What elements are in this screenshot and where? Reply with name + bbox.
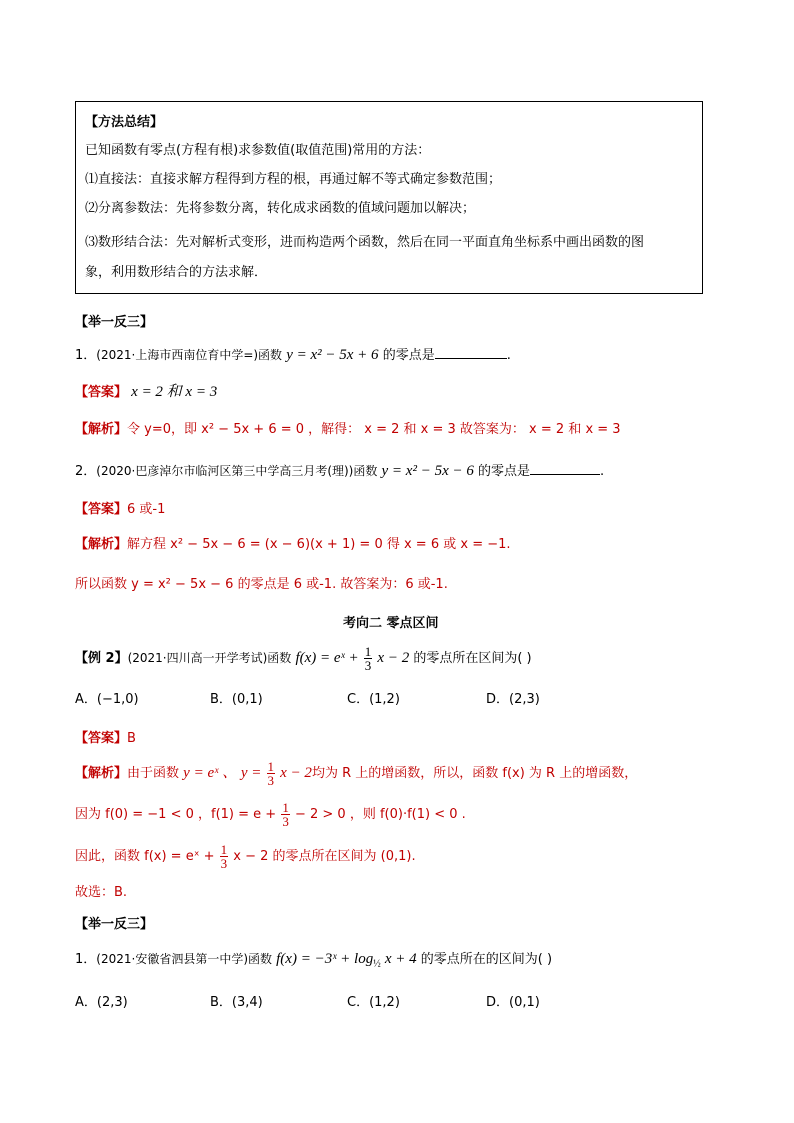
option-b: B．(0,1) — [210, 692, 263, 707]
question-expression-tail: x + 4 — [384, 951, 417, 967]
explanation-label: 【解析】 — [75, 766, 128, 781]
question-tail: 的零点是 — [382, 348, 435, 363]
text-segment: 因为 f(0) = −1 < 0 ，f(1) = e + — [75, 807, 277, 822]
explanation-label: 【解析】 — [75, 422, 128, 437]
answer-2 — [75, 498, 165, 517]
summary-line-3: ⑵分离参数法：先将参数分离，转化成求函数的值域问题加以解决； — [85, 201, 476, 216]
answer-label: 【答案】 — [75, 731, 128, 746]
question-3 — [75, 948, 552, 970]
math-segment: y = eˣ 、 y = — [183, 765, 262, 781]
explanation-1 — [75, 418, 621, 437]
math-segment: x − 2 — [280, 765, 312, 781]
example-source: (2021·四川高一开学考试)函数 — [127, 651, 292, 665]
text-segment: 均为 R 上的增函数，所以，函数 f(x) 为 R 上的增函数， — [311, 766, 638, 781]
example-label: 【例 2】 — [75, 651, 128, 666]
explanation-line-1 — [75, 760, 637, 787]
summary-line-1: 已知函数有零点(方程有根)求参数值(取值范围)常用的方法： — [85, 143, 431, 158]
answer-blank — [530, 460, 600, 475]
question-number: 1． — [75, 348, 97, 363]
answer-text: x = 2 和 x = 3 — [131, 384, 218, 400]
summary-title: 【方法总结】 — [85, 115, 164, 130]
answer-blank — [435, 344, 507, 359]
answer-text: B — [127, 731, 136, 746]
explanation-text: 解方程 x² − 5x − 6 = (x − 6)(x + 1) = 0 得 x = 6 或 x = −1. — [127, 537, 511, 552]
question-expression: y = x² − 5x + 6 — [286, 347, 379, 363]
log-base: ½ — [373, 958, 381, 970]
option-c: C．(1,2) — [347, 692, 400, 707]
summary-line-5: 象，利用数形结合的方法求解． — [85, 265, 268, 280]
answer-text: 6 或-1 — [127, 502, 166, 517]
question-source: (2021·安徽省泗县第一中学)函数 — [96, 952, 272, 966]
question-source: (2020·巴彦淖尔市临河区第三中学高三月考(理))函数 — [96, 464, 378, 478]
fraction-one-third: $\frac{1}{3}$ — [282, 800, 289, 829]
example-expr-post: x − 2 — [377, 650, 410, 666]
practice-heading-2: 【举一反三】 — [75, 917, 154, 932]
question-tail: 的零点所在的区间为( ) — [420, 952, 553, 967]
fraction-one-third: $\frac{1}{3}$ — [267, 759, 275, 788]
question-number: 1． — [75, 952, 97, 967]
answer-label: 【答案】 — [75, 502, 128, 517]
question-1 — [75, 344, 511, 364]
text-segment: 因此，函数 f(x) = eˣ + — [75, 849, 215, 864]
explanation-label: 【解析】 — [75, 537, 128, 552]
explanation-line-2 — [75, 801, 466, 828]
explanation-2 — [75, 533, 511, 552]
option-a: A．(2,3) — [75, 995, 128, 1010]
example-2 — [75, 645, 532, 672]
explanation-line-4: 故选：B. — [75, 885, 128, 900]
question-number: 2． — [75, 464, 97, 479]
summary-line-4: ⑶数形结合法：先对解析式变形，进而构造两个函数，然后在同一平面直角坐标系中画出函数的图 — [85, 235, 645, 250]
text-segment: x − 2 的零点所在区间为 (0,1). — [233, 849, 416, 864]
fraction-one-third: $\frac{1}{3}$ — [364, 644, 372, 673]
summary-line-2: ⑴直接法：直接求解方程得到方程的根，再通过解不等式确定参数范围； — [85, 172, 502, 187]
question-end: . — [506, 348, 511, 363]
option-a: A．(−1,0) — [75, 692, 139, 707]
question-tail: 的零点是 — [478, 464, 531, 479]
answer-1 — [75, 380, 217, 401]
question-expression: f(x) = −3ˣ + log — [276, 951, 374, 967]
example-expr-pre: f(x) = eˣ + — [295, 650, 359, 666]
practice-heading-1: 【举一反三】 — [75, 315, 154, 330]
option-d: D．(0,1) — [486, 995, 540, 1010]
section-title: 考向二 零点区间 — [343, 616, 439, 631]
question-2 — [75, 460, 604, 480]
answer-example-2 — [75, 727, 136, 746]
text-segment: − 2 > 0 ，则 f(0)·f(1) < 0 . — [294, 807, 466, 822]
answer-label: 【答案】 — [75, 385, 128, 400]
example-tail: 的零点所在区间为( ) — [413, 651, 532, 666]
option-c: C．(1,2) — [347, 995, 400, 1010]
question-end: . — [600, 464, 605, 479]
question-expression: y = x² − 5x − 6 — [381, 463, 474, 479]
option-d: D．(2,3) — [486, 692, 540, 707]
fraction-one-third: $\frac{1}{3}$ — [220, 842, 228, 871]
explanation-line-3 — [75, 843, 416, 870]
question-source: (2021·上海市西南位育中学=)函数 — [96, 348, 283, 362]
explanation-text: 令 y=0，即 x² − 5x + 6 = 0 ，解得： x = 2 和 x = 3 故答案为： x = 2 和 x = 3 — [127, 422, 621, 437]
explanation-2-conclusion: 所以函数 y = x² − 5x − 6 的零点是 6 或-1. 故答案为：6 或-1. — [75, 577, 448, 592]
option-b: B．(3,4) — [210, 995, 263, 1010]
text-segment: 由于函数 — [127, 766, 180, 781]
